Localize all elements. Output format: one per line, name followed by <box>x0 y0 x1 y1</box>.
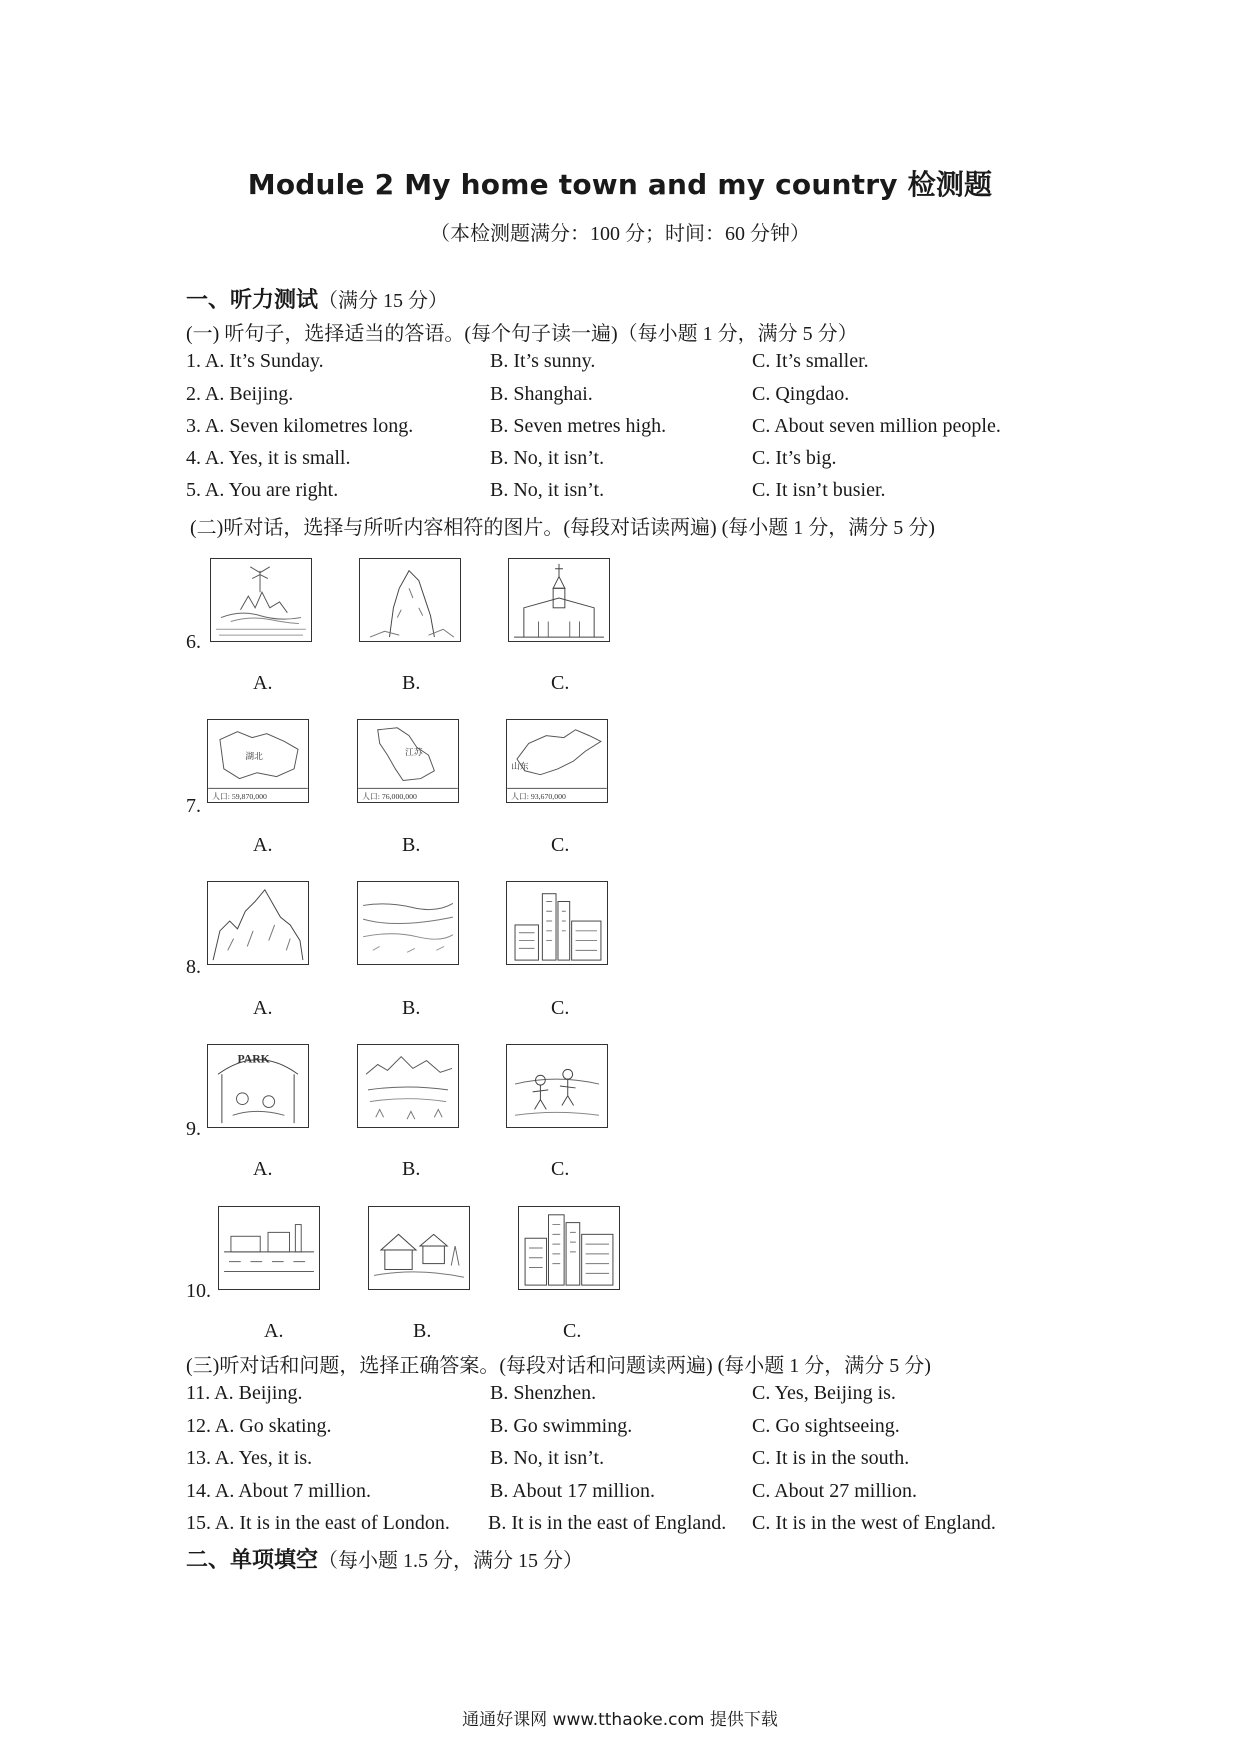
option-label-a: A. <box>253 672 273 694</box>
mountains-picture <box>207 881 309 965</box>
map-population: 人口: 59,870,000 <box>212 792 267 802</box>
section-2-title: 二、单项填空 <box>186 1548 319 1573</box>
part-3-instruction: (三)听对话和问题，选择正确答案。(每段对话和问题读两遍) (每小题 1 分，满分 5 分) <box>186 1355 931 1377</box>
river-picture <box>357 881 459 965</box>
question-number: 8. <box>186 956 201 978</box>
park-picture <box>207 1044 309 1128</box>
option-c: C. About 27 million. <box>752 1480 918 1502</box>
question-number: 10. <box>186 1280 211 1302</box>
option-label-a: A. <box>253 834 273 856</box>
page-subtitle: （本检测题满分：100 分；时间：60 分钟） <box>430 223 810 245</box>
option-a: 1. A. It’s Sunday. <box>186 350 324 372</box>
option-a: 13. A. Yes, it is. <box>186 1447 313 1469</box>
section-2-note: （每小题 1.5 分，满分 15 分） <box>318 1550 584 1572</box>
map-population: 人口: 76,000,000 <box>362 792 417 802</box>
option-b: B. Shenzhen. <box>490 1382 597 1404</box>
people-picture <box>506 1044 608 1128</box>
option-label-a: A. <box>253 1158 273 1180</box>
shandong-map <box>506 719 608 803</box>
church-picture <box>508 558 610 642</box>
map-province-name: 江苏 <box>405 747 423 758</box>
jiangsu-map <box>357 719 459 803</box>
park-sign: PARK <box>237 1052 270 1066</box>
option-b: B. No, it isn’t. <box>490 447 605 469</box>
option-b: B. It is in the east of England. <box>488 1512 727 1534</box>
option-c: C. It is in the west of England. <box>752 1512 996 1534</box>
city-picture <box>518 1206 620 1290</box>
option-c: C. It is in the south. <box>752 1447 910 1469</box>
option-b: B. Shanghai. <box>490 383 593 405</box>
option-a: 3. A. Seven kilometres long. <box>186 415 414 437</box>
option-label-c: C. <box>551 1158 570 1180</box>
map-population: 人口: 93,670,000 <box>511 792 566 802</box>
option-label-c: C. <box>551 672 570 694</box>
option-b: B. About 17 million. <box>490 1480 656 1502</box>
village-picture <box>368 1206 470 1290</box>
city-buildings-picture <box>506 881 608 965</box>
option-label-c: C. <box>551 997 570 1019</box>
option-b: B. Seven metres high. <box>490 415 667 437</box>
option-a: 14. A. About 7 million. <box>186 1480 372 1502</box>
option-a: 15. A. It is in the east of London. <box>186 1512 450 1534</box>
option-c: C. Qingdao. <box>752 383 850 405</box>
part-1-instruction: (一) 听句子，选择适当的答语。(每个句子读一遍)（每小题 1 分，满分 5 分） <box>186 323 858 345</box>
rock-mountain-picture <box>359 558 461 642</box>
option-c: C. Yes, Beijing is. <box>752 1382 896 1404</box>
section-1-heading <box>186 283 448 314</box>
option-label-a: A. <box>264 1320 284 1342</box>
option-label-b: B. <box>402 1158 421 1180</box>
question-number: 7. <box>186 795 201 817</box>
section-2-heading <box>186 1543 583 1574</box>
option-c: C. Go sightseeing. <box>752 1415 900 1437</box>
question-number: 9. <box>186 1118 201 1140</box>
option-c: C. It’s smaller. <box>752 350 869 372</box>
option-b: B. No, it isn’t. <box>490 1447 605 1469</box>
map-province-name: 湖北 <box>245 751 263 762</box>
question-number: 6. <box>186 631 201 653</box>
hubei-map <box>207 719 309 803</box>
option-label-b: B. <box>402 997 421 1019</box>
section-1-title: 一、听力测试 <box>186 288 319 313</box>
option-label-b: B. <box>402 672 421 694</box>
option-label-c: C. <box>551 834 570 856</box>
section-1-note: （满分 15 分） <box>318 290 449 312</box>
option-label-b: B. <box>413 1320 432 1342</box>
option-label-b: B. <box>402 834 421 856</box>
option-a: 12. A. Go skating. <box>186 1415 332 1437</box>
part-2-instruction: (二)听对话，选择与所听内容相符的图片。(每段对话读两遍) (每小题 1 分，满分 5 分) <box>190 517 935 539</box>
option-b: B. No, it isn’t. <box>490 479 605 501</box>
option-c: C. About seven million people. <box>752 415 1001 437</box>
option-label-c: C. <box>563 1320 582 1342</box>
option-label-a: A. <box>253 997 273 1019</box>
option-a: 5. A. You are right. <box>186 479 339 501</box>
lake-picture <box>357 1044 459 1128</box>
option-a: 4. A. Yes, it is small. <box>186 447 351 469</box>
page-title: Module 2 My home town and my country 检测题 <box>247 168 993 201</box>
option-c: C. It isn’t busier. <box>752 479 886 501</box>
map-province-name: 山东 <box>511 760 529 771</box>
option-b: B. Go swimming. <box>490 1415 633 1437</box>
option-b: B. It’s sunny. <box>490 350 596 372</box>
footer-source: 通通好课网 www.tthaoke.com 提供下载 <box>462 1710 778 1730</box>
option-a: 2. A. Beijing. <box>186 383 294 405</box>
option-c: C. It’s big. <box>752 447 837 469</box>
road-picture <box>218 1206 320 1290</box>
option-a: 11. A. Beijing. <box>186 1382 303 1404</box>
island-picture <box>210 558 312 642</box>
